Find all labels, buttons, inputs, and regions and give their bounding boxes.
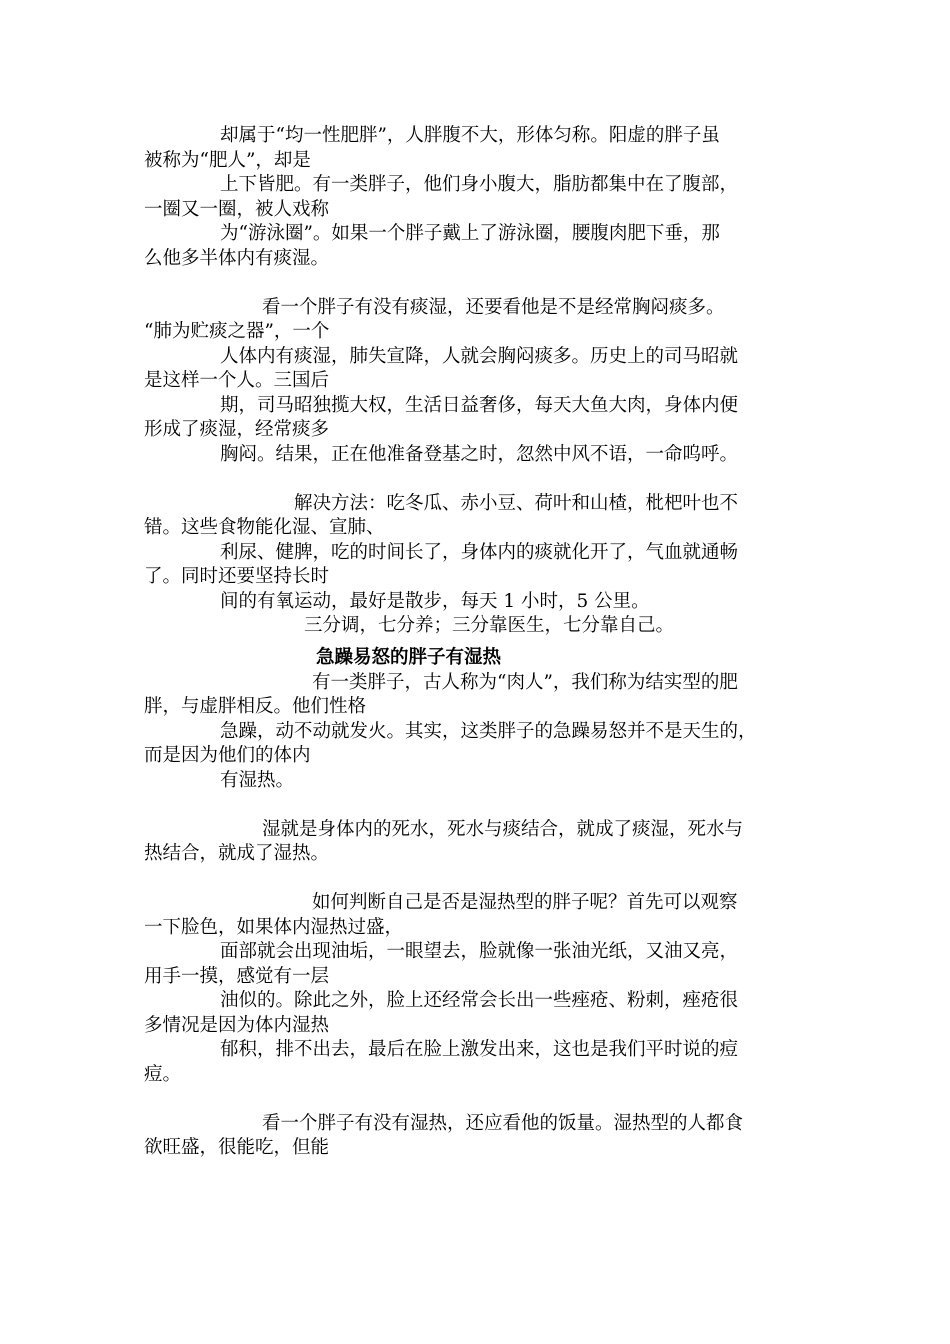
text-line: 多情况是因为体内湿热 [144, 1014, 330, 1036]
text-line: 解决方法：吃冬瓜、赤小豆、荷叶和山楂，枇杷叶也不 [294, 492, 739, 514]
paragraph-gap [144, 793, 812, 818]
paragraph-solution [144, 492, 812, 639]
text-line: 利尿、健脾，吃的时间长了，身体内的痰就化开了，气血就通畅 [220, 541, 739, 563]
text-line: 被称为“肥人”，却是 [144, 149, 311, 171]
text-line: 如何判断自己是否是湿热型的胖子呢？首先可以观察 [312, 892, 738, 913]
text-line: 欲旺盛，很能吃，但能 [144, 1137, 330, 1158]
text-line: 间的有氧运动，最好是散步，每天 1 小时，5 公里。 [220, 590, 650, 612]
text-line: 三分调，七分养；三分靠医生，七分靠自己。 [304, 615, 675, 636]
paragraph-gap [144, 867, 812, 892]
text-line: 面部就会出现油垢，一眼望去，脸就像一张油光纸，又油又亮， [220, 941, 739, 962]
text-line: 急躁，动不动就发火。其实，这类胖子的急躁易怒并不是天生的， [220, 720, 757, 742]
text-line: 有一类胖子，古人称为“肉人”，我们称为结实型的肥 [312, 671, 738, 693]
text-line: 郁积，排不出去，最后在脸上激发出来，这也是我们平时说的痘 [220, 1039, 739, 1060]
text-line: 却属于“均一性肥胖”，人胖腹不大，形体匀称。阳虚的胖子虽 [220, 125, 720, 146]
text-line: 是这样一个人。三国后 [144, 370, 330, 391]
section-heading: 急躁易怒的胖子有湿热 [316, 646, 502, 668]
paragraph-gap [144, 467, 812, 492]
paragraph-chest-phlegm [144, 296, 812, 468]
text-line: 一圈又一圈，被人戏称 [144, 198, 330, 220]
text-line: 为“游泳圈”。如果一个胖子戴上了游泳圈，腰腹肉肥下垂，那 [220, 223, 720, 244]
text-line: 用手一摸，感觉有一层 [144, 965, 330, 987]
text-line: 湿就是身体内的死水，死水与痰结合，就成了痰湿，死水与 [262, 818, 744, 840]
text-line: 期，司马昭独揽大权，生活日益奢侈，每天大鱼大肉，身体内便 [220, 394, 739, 416]
text-line: 热结合，就成了湿热。 [144, 843, 330, 864]
text-line: 么他多半体内有痰湿。 [144, 247, 330, 269]
text-line: 而是因为他们的体内 [144, 745, 311, 766]
text-line: 胖，与虚胖相反。他们性格 [144, 696, 367, 717]
text-line: 了。同时还要坚持长时 [144, 566, 330, 587]
paragraph-dampness-definition [144, 818, 812, 867]
text-line: 错。这些食物能化湿、宣肺、 [144, 517, 385, 538]
paragraph-tanshi-body-shape [144, 124, 812, 271]
text-line: 人体内有痰湿，肺失宣降，人就会胸闷痰多。历史上的司马昭就 [220, 345, 739, 367]
text-line: 油似的。除此之外，脸上还经常会长出一些痤疮、粉刺，痤疮很 [220, 990, 739, 1011]
document-body [144, 124, 812, 1161]
paragraph-gap [144, 271, 812, 296]
paragraph-gap [144, 1087, 812, 1112]
text-line: 形成了痰湿，经常痰多 [144, 419, 330, 440]
paragraph-face-signs [144, 891, 812, 1087]
text-line: 胸闷。结果，正在他准备登基之时，忽然中风不语，一命呜呼。 [220, 443, 739, 465]
text-line: 看一个胖子有没有痰湿，还要看他是不是经常胸闷痰多。 [262, 296, 725, 318]
text-line: “肺为贮痰之器”，一个 [144, 321, 330, 342]
text-line: 痘。 [144, 1063, 182, 1085]
text-line: 有湿热。 [220, 769, 295, 791]
text-line: 上下皆肥。有一类胖子，他们身小腹大，脂肪都集中在了腹部， [220, 174, 739, 195]
paragraph-appetite [144, 1112, 812, 1161]
text-line: 一下脸色，如果体内湿热过盛， [144, 916, 404, 938]
paragraph-rouren [144, 671, 812, 794]
text-line: 看一个胖子有没有湿热，还应看他的饭量。湿热型的人都食 [262, 1112, 744, 1134]
